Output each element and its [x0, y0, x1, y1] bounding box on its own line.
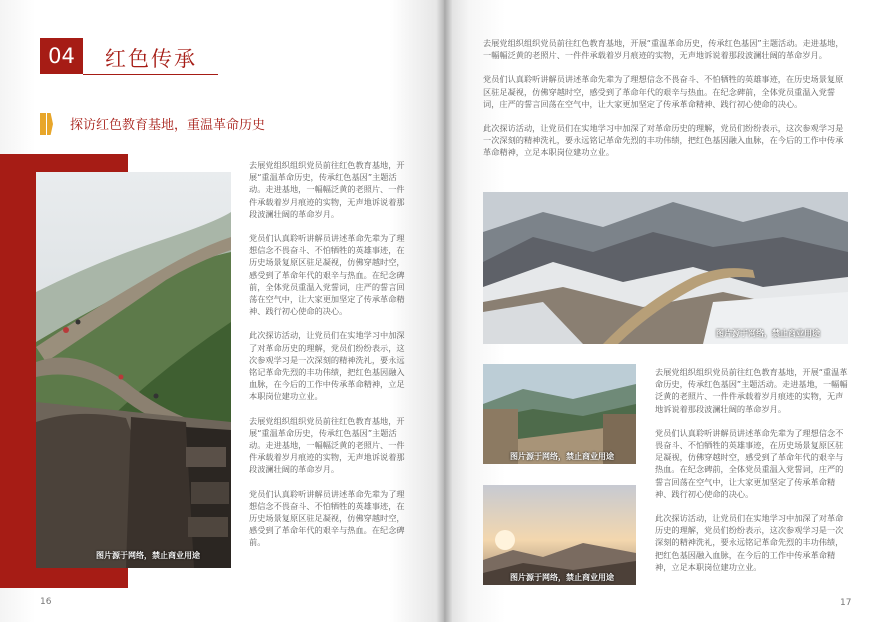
- book-spine: [436, 0, 452, 622]
- photo-caption: 图片源于网络，禁止商业用途: [510, 452, 614, 461]
- subtitle-arrow-icon: [47, 113, 53, 135]
- great-wall-photo: [36, 172, 231, 568]
- chapter-title: 红色传承: [105, 47, 197, 71]
- paragraph: 党员们认真聆听讲解员讲述革命先辈为了理想信念不畏奋斗、不怕牺牲的英雄事迹，在历史场景复原区驻足凝视，仿佛穿越时空，感受到了革命年代的艰辛与热血。在纪念碑前，全体党员重温入党誓词，庄严的誓言回荡在空气中，让大家更加坚定了传承革命精神、践行初心使命的决心。: [655, 427, 844, 499]
- great-wall-towers-photo: [483, 364, 636, 464]
- paragraph: 此次探访活动，让党员们在实地学习中加深了对革命历史的理解，党员们纷纷表示，这次参观学习是一次深刻的精神洗礼，要永远铭记革命先烈的丰功伟绩，把红色基因融入血脉，在今后的工作中传承革命精神，立足本职岗位建功立业。: [483, 123, 844, 158]
- paragraph: 去展党组织组织党员前往红色教育基地，开展“重温革命历史，传承红色基因”主题活动。走进基地，一幅幅泛黄的老照片、一件件承载着岁月痕迹的实物，无声地诉说着那段波澜壮阔的革命岁月。: [249, 160, 405, 219]
- paragraph: 此次探访活动，让党员们在实地学习中加深了对革命历史的理解，党员们纷纷表示，这次参观学习是一次深刻的精神洗礼，要永远铭记革命先烈的丰功伟绩，把红色基因融入血脉，在今后的工作中传承革命精神，立足本职岗位建功立业。: [249, 330, 405, 402]
- photo-caption: 图片源于网络，禁止商业用途: [510, 573, 614, 582]
- section-subtitle: 探访红色教育基地，重温革命历史: [70, 118, 266, 133]
- right-top-text: [483, 37, 848, 171]
- paragraph: 党员们认真聆听讲解员讲述革命先辈为了理想信念不畏奋斗、不怕牺牲的英雄事迹，在历史场景复原区驻足凝视，仿佛穿越时空，感受到了革命年代的艰辛与热血。在纪念碑前。: [249, 488, 405, 548]
- great-wall-sunset-photo: [483, 485, 636, 585]
- left-text-column: [249, 159, 409, 561]
- snowy-great-wall-photo: [483, 192, 848, 344]
- right-page: [443, 0, 886, 622]
- paragraph: 党员们认真聆听讲解员讲述革命先辈为了理想信念不畏奋斗、不怕牺牲的英雄事迹，在历史场景复原区驻足凝视，仿佛穿越时空，感受到了革命年代的艰辛与热血。在纪念碑前，全体党员重温入党誓词，庄严的誓言回荡在空气中，让大家更加坚定了传承革命精神、践行初心使命的决心。: [249, 233, 405, 317]
- photo-caption: 图片源于网络，禁止商业用途: [716, 329, 820, 338]
- paragraph: 党员们认真聆听讲解员讲述革命先辈为了理想信念不畏奋斗、不怕牺牲的英雄事迹，在历史场景复原区驻足凝视，仿佛穿越时空，感受到了革命年代的艰辛与热血。在纪念碑前，全体党员重温入党誓词，庄严的誓言回荡在空气中，让大家更加坚定了传承革命精神、践行初心使命的决心。: [483, 74, 844, 109]
- paragraph: 去展党组织组织党员前往红色教育基地，开展“重温革命历史，传承红色基因”主题活动。走进基地，一幅幅泛黄的老照片、一件件承载着岁月痕迹的实物，无声地诉说着那段波澜壮阔的革命岁月。: [483, 38, 844, 61]
- photo-caption: 图片源于网络，禁止商业用途: [96, 551, 200, 560]
- chapter-underline: [83, 74, 218, 75]
- page-number: 16: [40, 597, 52, 607]
- paragraph: 去展党组织组织党员前往红色教育基地，开展“重温革命历史，传承红色基因”主题活动。走进基地，一幅幅泛黄的老照片、一件件承载着岁月痕迹的实物，无声地诉说着那段波澜壮阔的革命岁月。: [249, 415, 405, 475]
- chapter-number: 04: [40, 38, 83, 74]
- right-side-text: [655, 366, 849, 585]
- page-number: 17: [840, 598, 852, 608]
- subtitle-marker-icon: [40, 113, 46, 135]
- paragraph: 此次探访活动，让党员们在实地学习中加深了对革命历史的理解，党员们纷纷表示，这次参观学习是一次深刻的精神洗礼，要永远铭记革命先烈的丰功伟绩，把红色基因融入血脉，在今后的工作中传承革命精神，立足本职岗位建功立业。: [655, 513, 844, 572]
- paragraph: 去展党组织组织党员前往红色教育基地，开展“重温革命历史，传承红色基因”主题活动。走进基地，一幅幅泛黄的老照片、一件件承载着岁月痕迹的实物，无声地诉说着那段波澜壮阔的革命岁月。: [655, 367, 848, 414]
